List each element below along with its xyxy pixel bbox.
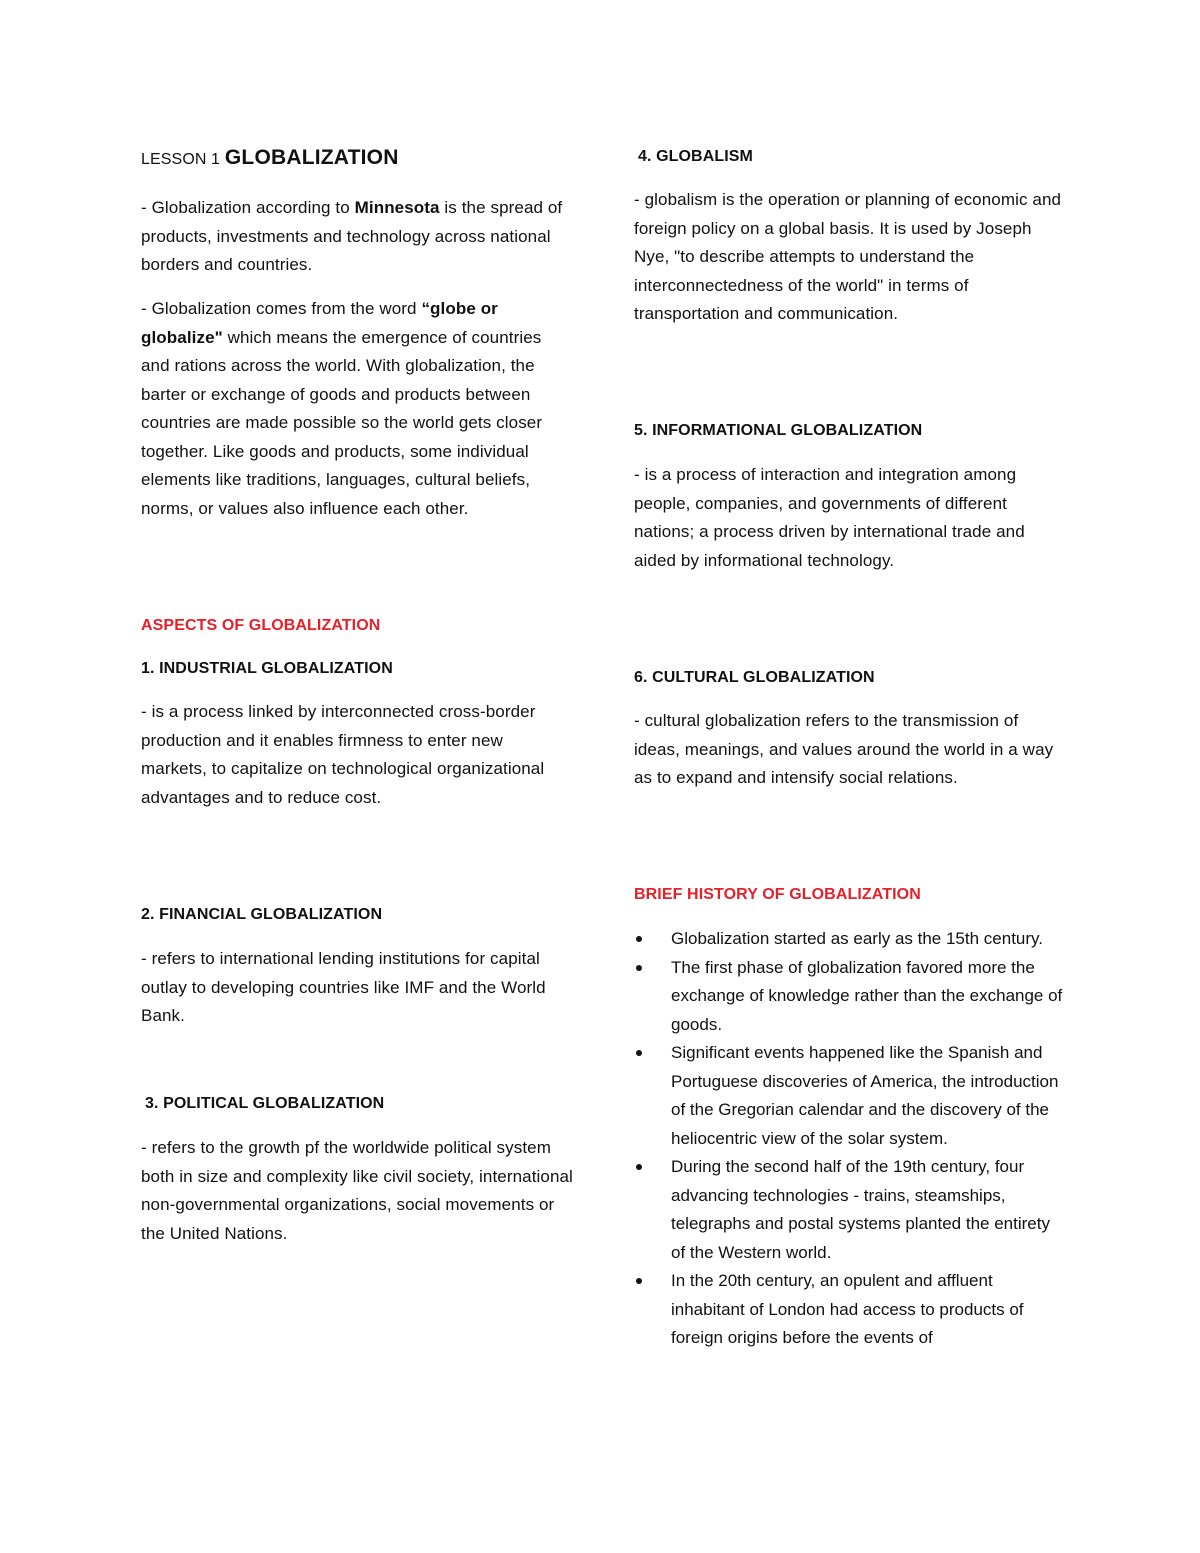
intro-paragraph-1	[141, 194, 573, 280]
list-item	[636, 925, 1068, 954]
bullet-text: The first phase of globalization favored more the exchange of knowledge rather than the exchange of goods.	[671, 957, 1063, 1034]
intro-p2-text-before: - Globalization comes from the word	[141, 299, 422, 318]
list-item	[636, 954, 1068, 1040]
history-heading: BRIEF HISTORY OF GLOBALIZATION	[634, 886, 921, 903]
aspect-2-body: - refers to international lending institutions for capital outlay to developing countries like IMF and the World Bank.	[141, 949, 546, 1025]
bullet-icon	[636, 936, 642, 942]
bullet-text: Globalization started as early as the 15th century.	[671, 929, 1043, 948]
lesson-label: LESSON 1	[141, 151, 221, 168]
aspect-5-heading: 5. INFORMATIONAL GLOBALIZATION	[634, 422, 923, 439]
aspects-heading: ASPECTS OF GLOBALIZATION	[141, 617, 381, 634]
bullet-text: During the second half of the 19th century, four advancing technologies - trains, steamships, telegraphs and postal systems planted the entirety of the Western world.	[671, 1157, 1050, 1262]
aspect-2-heading: 2. FINANCIAL GLOBALIZATION	[141, 906, 383, 923]
bullet-icon	[636, 1278, 642, 1284]
bullet-text: Significant events happened like the Spanish and Portuguese discoveries of America, the introduction of the Gregorian calendar and the discovery of the heliocentric view of the solar system.	[671, 1043, 1059, 1148]
page-title	[141, 140, 581, 178]
aspect-5-body: - is a process of interaction and integration among people, companies, and governments of different nations; a process driven by international trade and aided by informational technology.	[634, 465, 1025, 570]
intro-p1-text-before: - Globalization according to	[141, 198, 355, 217]
intro-p1-text-after: is the spread of products, investments and technology across national borders and countries.	[141, 198, 563, 274]
bullet-text: In the 20th century, an opulent and affluent inhabitant of London had access to products of foreign origins before the events of	[671, 1271, 1024, 1347]
list-item	[636, 1153, 1068, 1267]
aspect-1-body: - is a process linked by interconnected cross-border production and it enables firmness to enter new markets, to capitalize on technological organizational advantages and to reduce cost.	[141, 702, 545, 807]
intro-p2-text-after: which means the emergence of countries and rations across the world. With globalization, the barter or exchange of goods and products between countries are made possible so the world gets closer together. Like goods and products, some individual elements like traditions, languages, cultural beliefs, norms, or values also influence each other.	[141, 327, 543, 518]
history-bullet-list	[636, 925, 1068, 1353]
intro-paragraph-2	[141, 295, 573, 523]
aspect-6-heading: 6. CULTURAL GLOBALIZATION	[634, 669, 875, 686]
aspect-3-body: - refers to the growth pf the worldwide political system both in size and complexity like civil society, international non-governmental organizations, social movements or the United Nations.	[141, 1138, 573, 1243]
list-item	[636, 1039, 1068, 1153]
aspect-4-heading: 4. GLOBALISM	[638, 148, 753, 165]
intro-p2-bold: “globe or globalize"	[141, 299, 498, 347]
bullet-icon	[636, 1050, 642, 1056]
aspect-3-heading: 3. POLITICAL GLOBALIZATION	[145, 1095, 385, 1112]
aspect-1-heading: 1. INDUSTRIAL GLOBALIZATION	[141, 660, 393, 677]
list-item	[636, 1267, 1068, 1353]
lesson-topic: GLOBALIZATION	[224, 146, 399, 169]
intro-p1-bold: Minnesota	[354, 198, 440, 217]
aspect-4-body: - globalism is the operation or planning of economic and foreign policy on a global basis. It is used by Joseph Nye, "to describe attempts to understand the interconnectedness of the world" in terms of transportation and communication.	[634, 190, 1062, 323]
bullet-icon	[636, 1164, 642, 1170]
aspect-6-body: - cultural globalization refers to the transmission of ideas, meanings, and values around the world in a way as to expand and intensify social relations.	[634, 711, 1054, 787]
bullet-icon	[636, 965, 642, 971]
